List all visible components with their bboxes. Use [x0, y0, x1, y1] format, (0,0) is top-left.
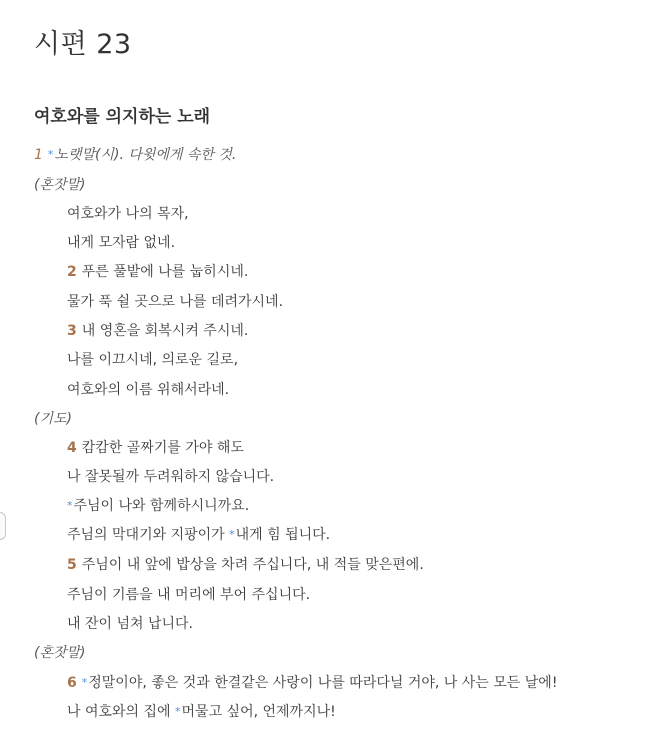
verse-number[interactable]: 6 [67, 675, 77, 691]
verse-number[interactable]: 4 [67, 440, 77, 456]
speaker-label: (혼잣말) [34, 177, 86, 193]
verse-line: 여호와의 이름 위해서라네. [67, 382, 230, 398]
verse-line [67, 496, 249, 517]
verse-1-superscription [34, 145, 236, 166]
verse-text: 노랫말(시). 다윗에게 속한 것. [54, 147, 237, 163]
verse-line [67, 702, 336, 723]
verse-line [67, 525, 330, 546]
verse-2-line [67, 262, 248, 282]
verse-text: 푸른 풀밭에 나를 눕히시네. [81, 264, 249, 280]
verse-text: 내 영혼을 회복시켜 주시네. [81, 323, 249, 339]
verse-text: 나 여호와의 집에 [67, 704, 176, 720]
scroll-edge-handle[interactable] [0, 512, 6, 540]
verse-text: 정말이야, 좋은 것과 한결같은 사랑이 나를 따라다닐 거야, 나 사는 모든 날에! [88, 675, 558, 691]
verse-line: 내 잔이 넘쳐 납니다. [67, 616, 193, 632]
verse-4-line [67, 438, 244, 458]
verse-text: 주님이 내 앞에 밥상을 차려 주십니다, 내 적들 맞은편에. [81, 557, 424, 573]
verse-text: 캄캄한 골짜기를 가야 해도 [81, 440, 244, 456]
verse-line: 주님이 기름을 내 머리에 부어 주십니다. [67, 587, 311, 603]
footnote-marker-icon[interactable]: * [81, 676, 88, 689]
verse-3-line [67, 321, 248, 341]
verse-text: 주님이 나와 함께하시니까요. [73, 498, 250, 514]
verse-text: 머물고 싶어, 언제까지나! [181, 704, 336, 720]
verse-line: 나를 이끄시네, 의로운 길로, [67, 352, 239, 368]
footnote-marker-icon[interactable]: * [67, 499, 73, 512]
verse-text: 내게 힘 됩니다. [235, 527, 331, 543]
verse-number[interactable]: 3 [67, 323, 77, 339]
verse-line: 내게 모자람 없네. [67, 235, 176, 251]
verse-number[interactable]: 2 [67, 264, 77, 280]
verse-6-line [67, 673, 557, 694]
verse-number[interactable]: 5 [67, 557, 77, 573]
verse-line: 여호와가 나의 목자, [67, 206, 189, 222]
speaker-label: (기도) [34, 411, 72, 427]
verse-number[interactable]: 1 [34, 147, 43, 163]
speaker-label: (혼잣말) [34, 645, 86, 661]
footnote-marker-icon[interactable]: * [229, 528, 235, 541]
chapter-title: 시편 23 [34, 29, 132, 60]
verse-text: 주님의 막대기와 지팡이가 [67, 527, 230, 543]
verse-5-line [67, 555, 424, 575]
footnote-marker-icon[interactable]: * [175, 705, 181, 718]
verse-line: 물가 푹 쉴 곳으로 나를 데려가시네. [67, 294, 284, 310]
section-heading: 여호와를 의지하는 노래 [34, 107, 211, 127]
footnote-marker-icon[interactable]: * [47, 148, 54, 161]
verse-line: 나 잘못될까 두려워하지 않습니다. [67, 469, 275, 485]
